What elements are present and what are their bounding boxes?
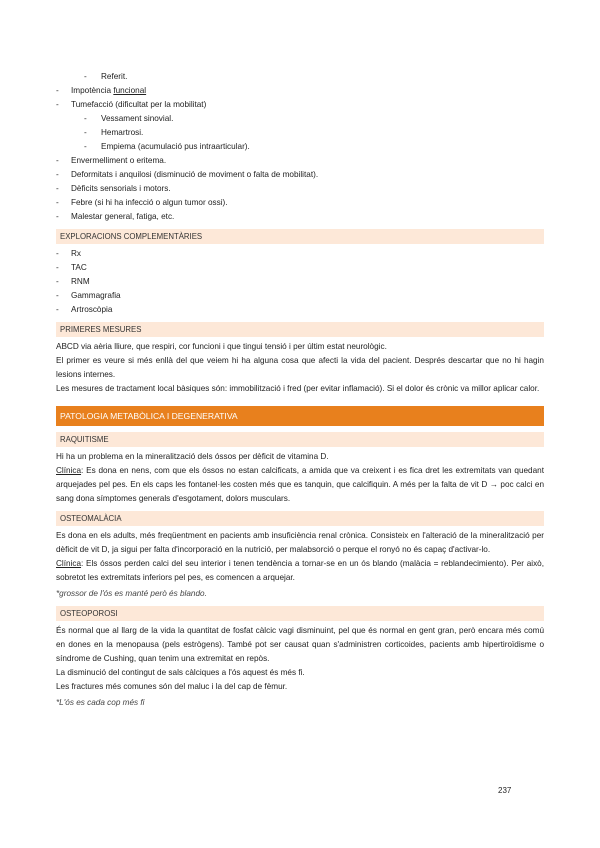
list-item: - Malestar general, fatiga, etc. — [56, 210, 544, 224]
list-item: - Empiema (acumulació pus intraarticular). — [56, 140, 544, 154]
paragraph: Clínica: Els óssos perden calci del seu interior i tenen tendència a tornar-se en un ós blando (malàcia = reblandecimiento). Per això, sobretot les extremitats inferiors pel pes, es comencen a arquejar. — [56, 559, 544, 582]
paragraph: El primer es veure si més enllà del que veiem hi ha alguna cosa que afecti la vida del pacient. Després descartar que no hi hagin lesions internes. — [56, 356, 544, 379]
list-item: - Dèficits sensorials i motors. — [56, 182, 544, 196]
list-item: - Impotència funcional — [56, 84, 544, 98]
clinic-label: Clínica — [56, 559, 82, 568]
paragraph: Hi ha un problema en la mineralització dels óssos per dèficit de vitamina D. — [56, 452, 329, 461]
list-item: - RNM — [56, 275, 544, 289]
section-heading-osteomalacia: OSTEOMALÀCIA — [56, 511, 544, 526]
list-item: - Envermelliment o eritema. — [56, 154, 544, 168]
list-item: - Deformitats i anquilosi (disminució de moviment o falta de mobilitat). — [56, 168, 544, 182]
list-item: - TAC — [56, 261, 544, 275]
paragraph: És normal que al llarg de la vida la quantitat de fosfat càlcic vagi disminuint, pel que és normal en gent gran, però encara més comú en dones en la menopausa (pels estrògens). També pot ser causat quan s'administren corticoides, pacients amb hipertiroïdisme o síndrome de Cushing, quan tenim una extremitat en repòs. — [56, 626, 544, 663]
paragraph: Les fractures més comunes són del maluc i la del cap de fèmur. — [56, 682, 288, 691]
list-item: - Referit. — [56, 70, 544, 84]
page-number: 237 — [498, 786, 512, 795]
list-item: - Gammagrafia — [56, 289, 544, 303]
explorations-list — [56, 247, 544, 317]
section-heading-explorations: EXPLORACIONS COMPLEMENTÀRIES — [56, 229, 544, 244]
list-item: - Tumefacció (dificultat per la mobilitat) — [56, 98, 544, 112]
section-heading-rickets: RAQUITISME — [56, 432, 544, 447]
paragraph: Les mesures de tractament local bàsiques són: immobilització i fred (per evitar inflamació). Si el dolor és crònic va millor aplicar calor. — [56, 384, 540, 393]
note: *L'ós es cada cop més fi — [56, 698, 145, 707]
note: *grossor de l'ós es manté però és blando. — [56, 589, 207, 598]
paragraph: Clínica: Es dona en nens, com que els óssos no estan calcificats, a amida que va creixent i es fica dret les extremitats van quedant arquejades pel pes. En els caps les fontanel·les costen més que es tanquin, que calcifiquin. A més per la falta de vit D → poc calci en sang dona símptomes generals d'esgotament, dolors musculars. — [56, 466, 544, 503]
document-page — [56, 70, 544, 714]
list-item: - Vessament sinovial. — [56, 112, 544, 126]
list-item: - Rx — [56, 247, 544, 261]
list-item: - Artroscòpia — [56, 303, 544, 317]
section-heading-osteoporosis: OSTEOPOROSI — [56, 606, 544, 621]
clinic-label: Clínica — [56, 466, 82, 475]
paragraph: La disminució del contingut de sals càlciques a l'ós aquest és més fi. — [56, 668, 305, 677]
symptom-list — [56, 70, 544, 224]
paragraph: Es dona en els adults, més freqüentment en pacients amb insuficiència renal crònica. Consisteix en l'alteració de la mineralització per dèficit de vit D, ja sigui per falta d'incorporació en la nutrició, per malabsorció o perque el ronyó no és capaç d'activar-lo. — [56, 531, 544, 554]
chapter-heading-metabolic: PATOLOGIA METABÒLICA I DEGENERATIVA — [56, 406, 544, 426]
list-item: - Hemartrosi. — [56, 126, 544, 140]
section-heading-first-measures: PRIMERES MESURES — [56, 322, 544, 337]
list-item: - Febre (si hi ha infecció o algun tumor ossi). — [56, 196, 544, 210]
paragraph: ABCD via aèria lliure, que respiri, cor funcioni i que tingui tensió i per últim estat neurològic. — [56, 342, 387, 351]
